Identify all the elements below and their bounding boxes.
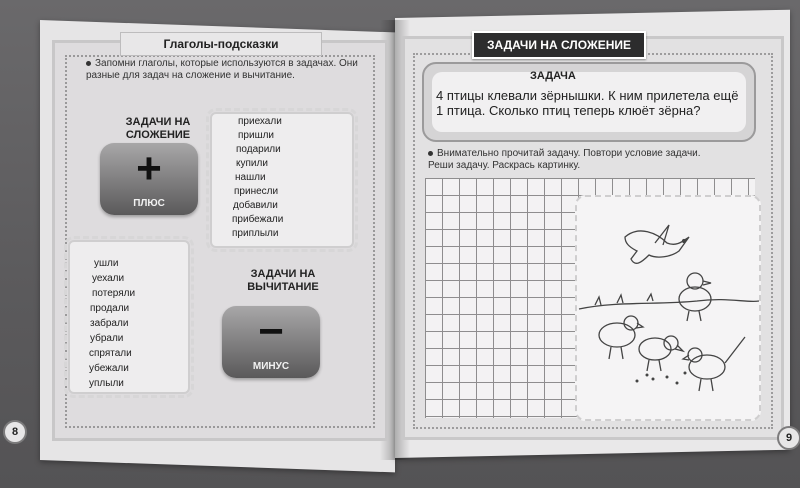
subtraction-verb: уехали	[92, 273, 125, 284]
addition-caption: ЗАДАЧИ НА СЛОЖЕНИЕ	[125, 116, 191, 141]
subtraction-verb: спрятали	[89, 348, 132, 359]
addition-verb: подарили	[236, 144, 281, 155]
minus-icon: −	[258, 307, 284, 356]
subtraction-caption: ЗАДАЧИ НА ВЫЧИТАНИЕ	[247, 268, 319, 293]
minus-label: МИНУС	[252, 361, 290, 372]
bird-pecking-icon	[639, 336, 683, 371]
right-instruction-text: Внимательно прочитай задачу. Повтори условие задачи. Реши задачу. Раскрась картинку.	[428, 148, 701, 171]
birds-illustration	[575, 195, 761, 421]
subtraction-verbs-box	[68, 240, 190, 394]
subtraction-verb: убежали	[89, 363, 129, 374]
addition-verb: приплыли	[232, 228, 279, 239]
plus-label: ПЛЮС	[133, 198, 165, 209]
left-instruction	[86, 58, 366, 82]
task-title: ЗАДАЧА	[530, 70, 576, 82]
plus-sign-card	[100, 143, 198, 215]
addition-verb: прибежали	[232, 214, 284, 225]
addition-verb: приехали	[238, 116, 282, 127]
subtraction-verb: уплыли	[89, 378, 124, 389]
addition-verb: принесли	[234, 186, 279, 197]
left-page-title: Глаголы-подсказки	[120, 32, 322, 56]
bird-walking-icon	[683, 337, 745, 391]
subtraction-verb: забрали	[90, 318, 129, 329]
addition-verb: купили	[236, 158, 268, 169]
subtraction-verb: потеряли	[92, 288, 136, 299]
grain-icon	[636, 372, 687, 385]
subtraction-verb: убрали	[90, 333, 124, 344]
right-page-header: ЗАДАЧИ НА СЛОЖЕНИЕ	[472, 31, 646, 59]
addition-verb: нашли	[235, 172, 266, 183]
subtraction-verb: ушли	[94, 258, 119, 269]
flying-bird-icon	[625, 225, 689, 263]
bullet-icon	[86, 61, 91, 66]
page-number-left: 8	[3, 420, 27, 444]
birds-drawing	[577, 197, 759, 419]
addition-verb: пришли	[238, 130, 275, 141]
page-number-right: 9	[777, 426, 800, 450]
right-instruction	[428, 148, 728, 172]
ground-line-icon	[579, 300, 759, 309]
bird-standing-icon	[679, 273, 711, 321]
task-text: 4 птицы клевали зёрнышки. К ним прилетела ещё 1 птица. Сколько птиц теперь клюёт зёрна?	[436, 88, 739, 118]
bird-pecking-icon	[599, 316, 643, 359]
plus-icon: +	[136, 144, 162, 193]
subtraction-verb: продали	[90, 303, 130, 314]
left-instruction-text: Запомни глаголы, которые используются в задачах. Они разные для задач на сложение и вычитание.	[86, 58, 358, 81]
bullet-icon	[428, 151, 433, 156]
minus-sign-card	[222, 306, 320, 378]
addition-verb: добавили	[233, 200, 278, 211]
